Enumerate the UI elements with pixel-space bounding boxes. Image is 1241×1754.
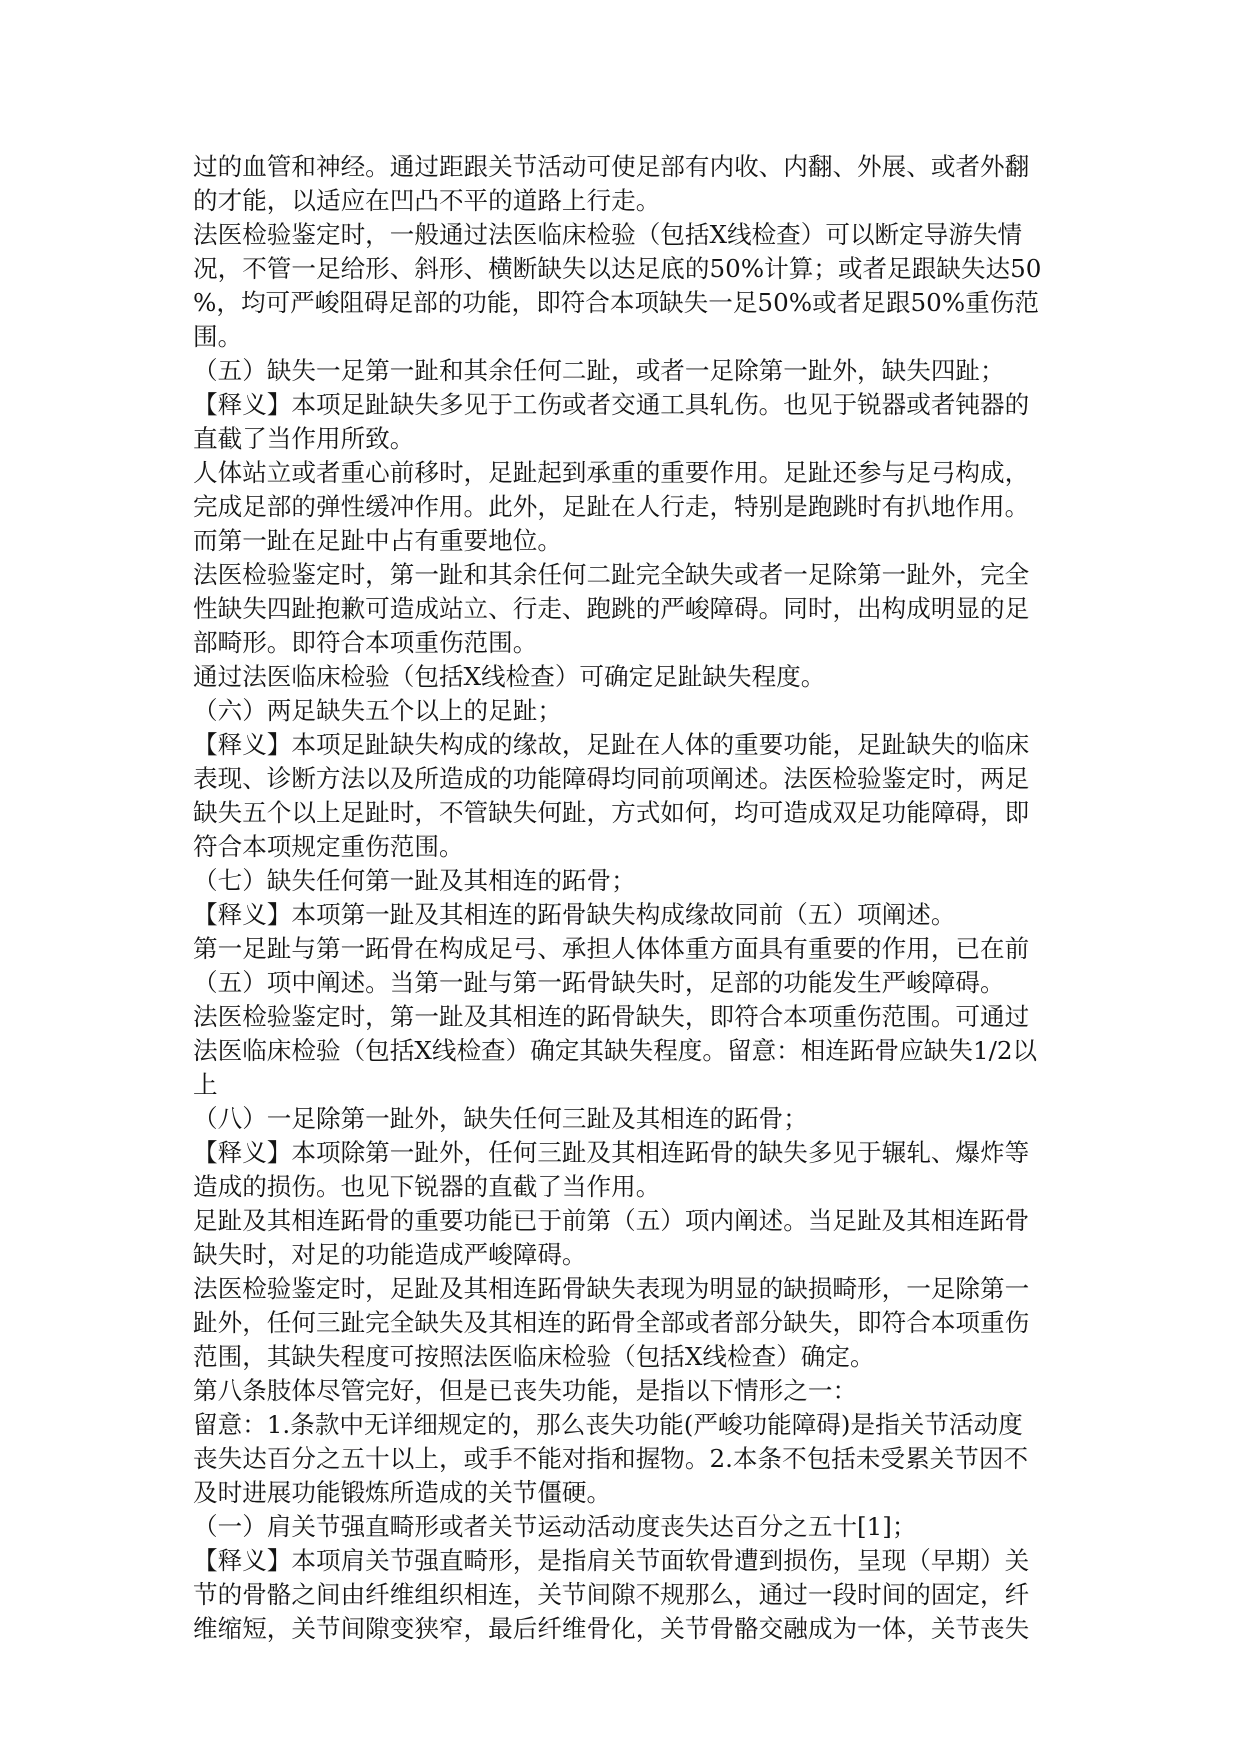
- text-line: 而第一趾在足趾中占有重要地位。: [193, 526, 562, 555]
- text-line: （一）肩关节强直畸形或者关节运动活动度丧失达百分之五十[1]；: [193, 1512, 917, 1541]
- text-line: 丧失达百分之五十以上，或手不能对指和握物。2.本条不包括未受累关节因不: [193, 1444, 1029, 1473]
- text-line: 留意：1.条款中无详细规定的，那么丧失功能(严峻功能障碍)是指关节活动度: [193, 1410, 1023, 1439]
- text-line: 过的血管和神经。通过距跟关节活动可使足部有内收、内翻、外展、或者外翻: [193, 152, 1030, 181]
- text-line: 法医检验鉴定时，足趾及其相连跖骨缺失表现为明显的缺损畸形，一足除第一: [193, 1274, 1030, 1303]
- text-line: 第八条肢体尽管完好，但是已丧失功能，是指以下情形之一：: [193, 1376, 858, 1405]
- text-line: 足趾及其相连跖骨的重要功能已于前第（五）项内阐述。当足趾及其相连跖骨: [193, 1206, 1030, 1235]
- text-line: 通过法医临床检验（包括X线检查）可确定足趾缺失程度。: [193, 662, 826, 691]
- text-line: 【释义】本项除第一趾外，任何三趾及其相连跖骨的缺失多见于辗轧、爆炸等: [193, 1138, 1030, 1167]
- text-line: 缺失五个以上足趾时，不管缺失何趾，方式如何，均可造成双足功能障碍，即: [193, 798, 1030, 827]
- text-line: 法医检验鉴定时，第一趾和其余任何二趾完全缺失或者一足除第一趾外，完全: [193, 560, 1030, 589]
- text-line: 符合本项规定重伤范围。: [193, 832, 464, 861]
- text-line: 直截了当作用所致。: [193, 424, 415, 453]
- text-line: 节的骨骼之间由纤维组织相连，关节间隙不规那么，通过一段时间的固定，纤: [193, 1580, 1030, 1609]
- text-line: 造成的损伤。也见下锐器的直截了当作用。: [193, 1172, 661, 1201]
- text-line: （六）两足缺失五个以上的足趾；: [193, 696, 562, 725]
- text-line: 法医临床检验（包括X线检查）确定其缺失程度。留意：相连跖骨应缺失1/2以: [193, 1036, 1038, 1065]
- text-line: 【释义】本项足趾缺失多见于工伤或者交通工具轧伤。也见于锐器或者钝器的: [193, 390, 1030, 419]
- text-line: 法医检验鉴定时，第一趾及其相连的跖骨缺失，即符合本项重伤范围。可通过: [193, 1002, 1030, 1031]
- text-line: %，均可严峻阻碍足部的功能，即符合本项缺失一足50%或者足跟50%重伤范: [193, 288, 1039, 317]
- document-page: [193, 150, 1053, 1646]
- text-line: 【释义】本项肩关节强直畸形，是指肩关节面软骨遭到损伤，呈现（早期）关: [193, 1546, 1030, 1575]
- text-line: 第一足趾与第一跖骨在构成足弓、承担人体体重方面具有重要的作用，已在前: [193, 934, 1030, 963]
- text-line: （五）项中阐述。当第一趾与第一跖骨缺失时，足部的功能发生严峻障碍。: [193, 968, 1005, 997]
- text-line: 缺失时，对足的功能造成严峻障碍。: [193, 1240, 587, 1269]
- text-line: 及时进展功能锻炼所造成的关节僵硬。: [193, 1478, 612, 1507]
- text-line: 【释义】本项第一趾及其相连的跖骨缺失构成缘故同前（五）项阐述。: [193, 900, 956, 929]
- text-line: （七）缺失任何第一趾及其相连的跖骨；: [193, 866, 636, 895]
- text-line: 法医检验鉴定时，一般通过法医临床检验（包括X线检查）可以断定导游失情: [193, 220, 1023, 249]
- text-line: 性缺失四趾抱歉可造成站立、行走、跑跳的严峻障碍。同时，出构成明显的足: [193, 594, 1030, 623]
- text-line: （五）缺失一足第一趾和其余任何二趾，或者一足除第一趾外，缺失四趾；: [193, 356, 1005, 385]
- text-line: 部畸形。即符合本项重伤范围。: [193, 628, 538, 657]
- text-line: 趾外，任何三趾完全缺失及其相连的跖骨全部或者部分缺失，即符合本项重伤: [193, 1308, 1030, 1337]
- text-line: 完成足部的弹性缓冲作用。此外，足趾在人行走，特别是跑跳时有扒地作用。: [193, 492, 1030, 521]
- text-line: 况，不管一足给形、斜形、横断缺失以达足底的50%计算；或者足跟缺失达50: [193, 254, 1042, 283]
- text-line: （八）一足除第一趾外，缺失任何三趾及其相连的跖骨；: [193, 1104, 808, 1133]
- text-line: 人体站立或者重心前移时，足趾起到承重的重要作用。足趾还参与足弓构成，: [193, 458, 1030, 487]
- text-line: 表现、诊断方法以及所造成的功能障碍均同前项阐述。法医检验鉴定时，两足: [193, 764, 1030, 793]
- text-line: 范围，其缺失程度可按照法医临床检验（包括X线检查）确定。: [193, 1342, 875, 1371]
- text-line: 的才能，以适应在凹凸不平的道路上行走。: [193, 186, 661, 215]
- text-line: 【释义】本项足趾缺失构成的缘故，足趾在人体的重要功能，足趾缺失的临床: [193, 730, 1030, 759]
- text-line: 上: [193, 1070, 218, 1099]
- text-line: 围。: [193, 322, 243, 351]
- text-line: 维缩短，关节间隙变狭窄，最后纤维骨化，关节骨骼交融成为一体，关节丧失: [193, 1614, 1030, 1643]
